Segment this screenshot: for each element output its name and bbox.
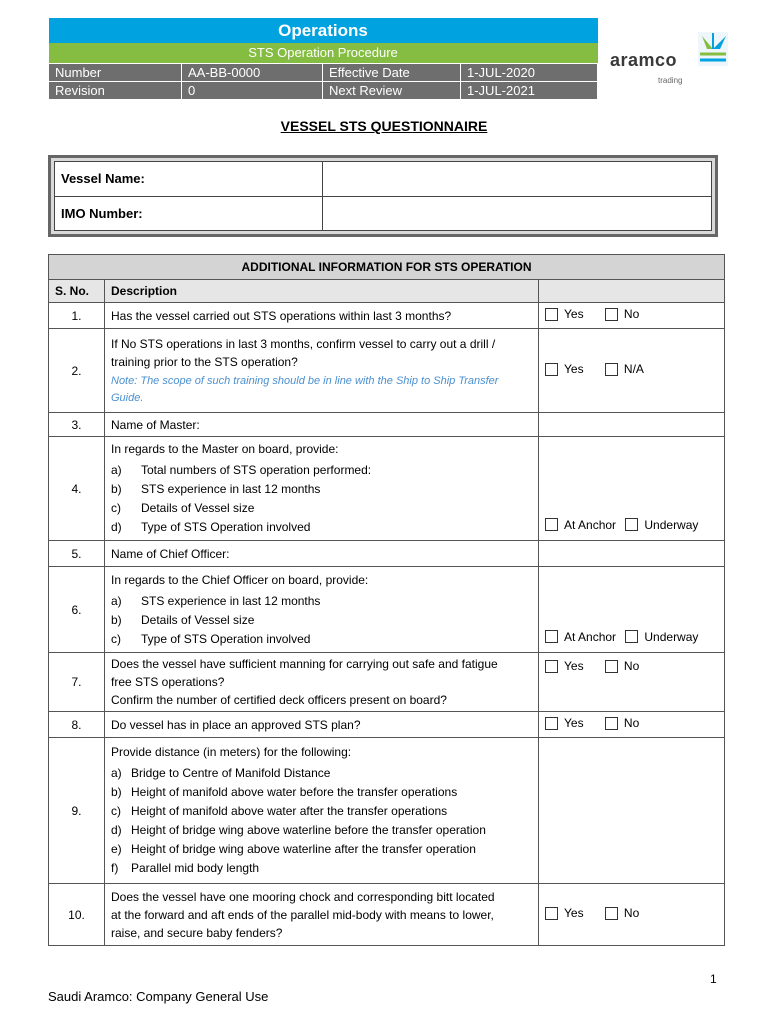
checkbox[interactable]: [545, 717, 558, 730]
number-label: Number: [49, 64, 182, 82]
no-option[interactable]: No: [605, 716, 639, 730]
header-title: Operations: [49, 18, 598, 43]
checkbox[interactable]: [605, 363, 618, 376]
answer-cell: [539, 712, 725, 738]
checkbox[interactable]: [605, 907, 618, 920]
table-row: [49, 653, 725, 712]
row-number: 10.: [49, 884, 105, 946]
checkbox[interactable]: [545, 363, 558, 376]
list-item: d) Height of bridge wing above waterline before the transfer operation: [111, 823, 486, 837]
answer-cell: [539, 884, 725, 946]
checkbox[interactable]: [625, 630, 638, 643]
answer-cell: [539, 329, 725, 413]
table-row: [49, 303, 725, 329]
answer-cell: [539, 567, 725, 653]
list-item: e) Height of bridge wing above waterline after the transfer operation: [111, 842, 476, 856]
header-subtitle: STS Operation Procedure: [49, 43, 598, 64]
document-header: [48, 18, 598, 100]
underway-option[interactable]: Underway: [625, 518, 698, 532]
next-review-label: Next Review: [323, 82, 461, 100]
table-caption: ADDITIONAL INFORMATION FOR STS OPERATION: [49, 255, 725, 280]
palm-star-icon: [698, 32, 728, 66]
yes-option[interactable]: Yes: [545, 362, 584, 376]
row-number: 6.: [49, 567, 105, 653]
note-text: Note: The scope of such training should be in line with the Ship to Ship Transfer: [111, 374, 499, 387]
note-text: Guide.: [111, 391, 144, 404]
na-option[interactable]: N/A: [605, 362, 644, 376]
vessel-info-box: [48, 155, 718, 237]
table-row: [49, 437, 725, 541]
row-number: 3.: [49, 413, 105, 437]
table-row: [49, 738, 725, 884]
imo-number-label: IMO Number:: [55, 196, 323, 231]
checkbox[interactable]: [545, 630, 558, 643]
list-item: f) Parallel mid body length: [111, 861, 260, 875]
row-number: 4.: [49, 437, 105, 541]
underway-option[interactable]: Underway: [625, 630, 698, 644]
list-item: c) Details of Vessel size: [111, 501, 255, 515]
number-value: AA-BB-0000: [182, 64, 323, 82]
answer-cell: [539, 653, 725, 712]
effective-date-label: Effective Date: [323, 64, 461, 82]
col-header-sno: S. No.: [49, 280, 105, 303]
answer-cell: [539, 303, 725, 329]
next-review-value: 1-JUL-2021: [461, 82, 598, 100]
page-number: 1: [710, 972, 717, 986]
question-text: In regards to the Master on board, provide: a) Total numbers of STS operation performed: b) STS experience in last 12 months c) Details of Vessel size d) Type of STS Operation involved: [105, 437, 539, 541]
list-item: b) Details of Vessel size: [111, 612, 255, 627]
yes-option[interactable]: Yes: [545, 659, 584, 673]
question-text: Name of Master:: [105, 413, 539, 437]
question-text: Has the vessel carried out STS operations within last 3 months?: [105, 303, 539, 329]
logo-trading: trading: [658, 76, 683, 85]
chief-officer-name-field[interactable]: [539, 541, 725, 567]
no-option[interactable]: No: [605, 906, 639, 920]
checkbox[interactable]: [605, 660, 618, 673]
list-item: c) Type of STS Operation involved: [111, 631, 311, 646]
logo-text: aramco: [610, 50, 678, 70]
at-anchor-option[interactable]: At Anchor: [545, 518, 616, 532]
row-number: 7.: [49, 653, 105, 712]
master-name-field[interactable]: [539, 413, 725, 437]
question-text: In regards to the Chief Officer on board, provide: a) STS experience in last 12 months b) Details of Vessel size c) Type of STS Operation involved: [105, 567, 539, 653]
question-text: Do vessel has in place an approved STS plan?: [105, 712, 539, 738]
question-text: Does the vessel have sufficient manning for carrying out safe and fatigue free STS operations? Confirm the number of certified deck officers present on board?: [105, 653, 539, 712]
answer-cell: [539, 437, 725, 541]
checkbox[interactable]: [545, 518, 558, 531]
list-item: c) Height of manifold above water after the transfer operations: [111, 804, 448, 818]
vessel-name-field[interactable]: [323, 162, 712, 197]
list-item: b) STS experience in last 12 months: [111, 482, 321, 496]
yes-option[interactable]: Yes: [545, 906, 584, 920]
list-item: a) Total numbers of STS operation performed:: [111, 463, 372, 477]
table-row: [49, 884, 725, 946]
table-row: [49, 541, 725, 567]
row-number: 2.: [49, 329, 105, 413]
question-text: Name of Chief Officer:: [105, 541, 539, 567]
checkbox[interactable]: [545, 660, 558, 673]
col-header-description: Description: [105, 280, 539, 303]
table-row: [49, 329, 725, 413]
yes-option[interactable]: Yes: [545, 716, 584, 730]
list-item: d) Type of STS Operation involved: [111, 520, 311, 534]
list-item: a) Bridge to Centre of Manifold Distance: [111, 766, 331, 780]
table-row: [49, 567, 725, 653]
no-option[interactable]: No: [605, 659, 639, 673]
row-number: 1.: [49, 303, 105, 329]
checkbox[interactable]: [605, 308, 618, 321]
questionnaire-table: [48, 254, 725, 946]
revision-value: 0: [182, 82, 323, 100]
at-anchor-option[interactable]: At Anchor: [545, 630, 616, 644]
aramco-logo: [610, 30, 730, 90]
question-text: If No STS operations in last 3 months, confirm vessel to carry out a drill / training prior to the STS operation? Note: The scope of such training should be in line with the Ship to Ship Transfer Guide.: [105, 329, 539, 413]
footer-text: Saudi Aramco: Company General Use: [48, 989, 269, 1004]
list-item: b) Height of manifold above water before the transfer operations: [111, 785, 458, 799]
list-item: a) STS experience in last 12 months: [111, 593, 321, 608]
row-number: 9.: [49, 738, 105, 884]
document-title: VESSEL STS QUESTIONNAIRE: [280, 118, 488, 134]
yes-option[interactable]: Yes: [545, 307, 584, 321]
col-header-answer: [539, 280, 725, 303]
vessel-name-label: Vessel Name:: [55, 162, 323, 197]
question-text: Provide distance (in meters) for the following: a) Bridge to Centre of Manifold Distance b) Height of manifold above water before the transfer operations c) Height of manifold above water after the transfer operations d) Height of bridge wing above waterline before the transfer operation e) Height of bridge wing above waterline after the transfer operation f) Parallel mid body length: [105, 738, 539, 884]
no-option[interactable]: No: [605, 307, 639, 321]
imo-number-field[interactable]: [323, 196, 712, 231]
checkbox[interactable]: [545, 907, 558, 920]
question-text: Does the vessel have one mooring chock and corresponding bitt located at the forward and aft ends of the parallel mid-body with means to lower, raise, and secure baby fenders?: [105, 884, 539, 946]
table-row: [49, 712, 725, 738]
checkbox[interactable]: [625, 518, 638, 531]
distance-answer-field[interactable]: [539, 738, 725, 884]
row-number: 8.: [49, 712, 105, 738]
checkbox[interactable]: [605, 717, 618, 730]
vessel-info-table: [54, 161, 712, 231]
checkbox[interactable]: [545, 308, 558, 321]
table-row: [49, 413, 725, 437]
revision-label: Revision: [49, 82, 182, 100]
effective-date-value: 1-JUL-2020: [461, 64, 598, 82]
row-number: 5.: [49, 541, 105, 567]
